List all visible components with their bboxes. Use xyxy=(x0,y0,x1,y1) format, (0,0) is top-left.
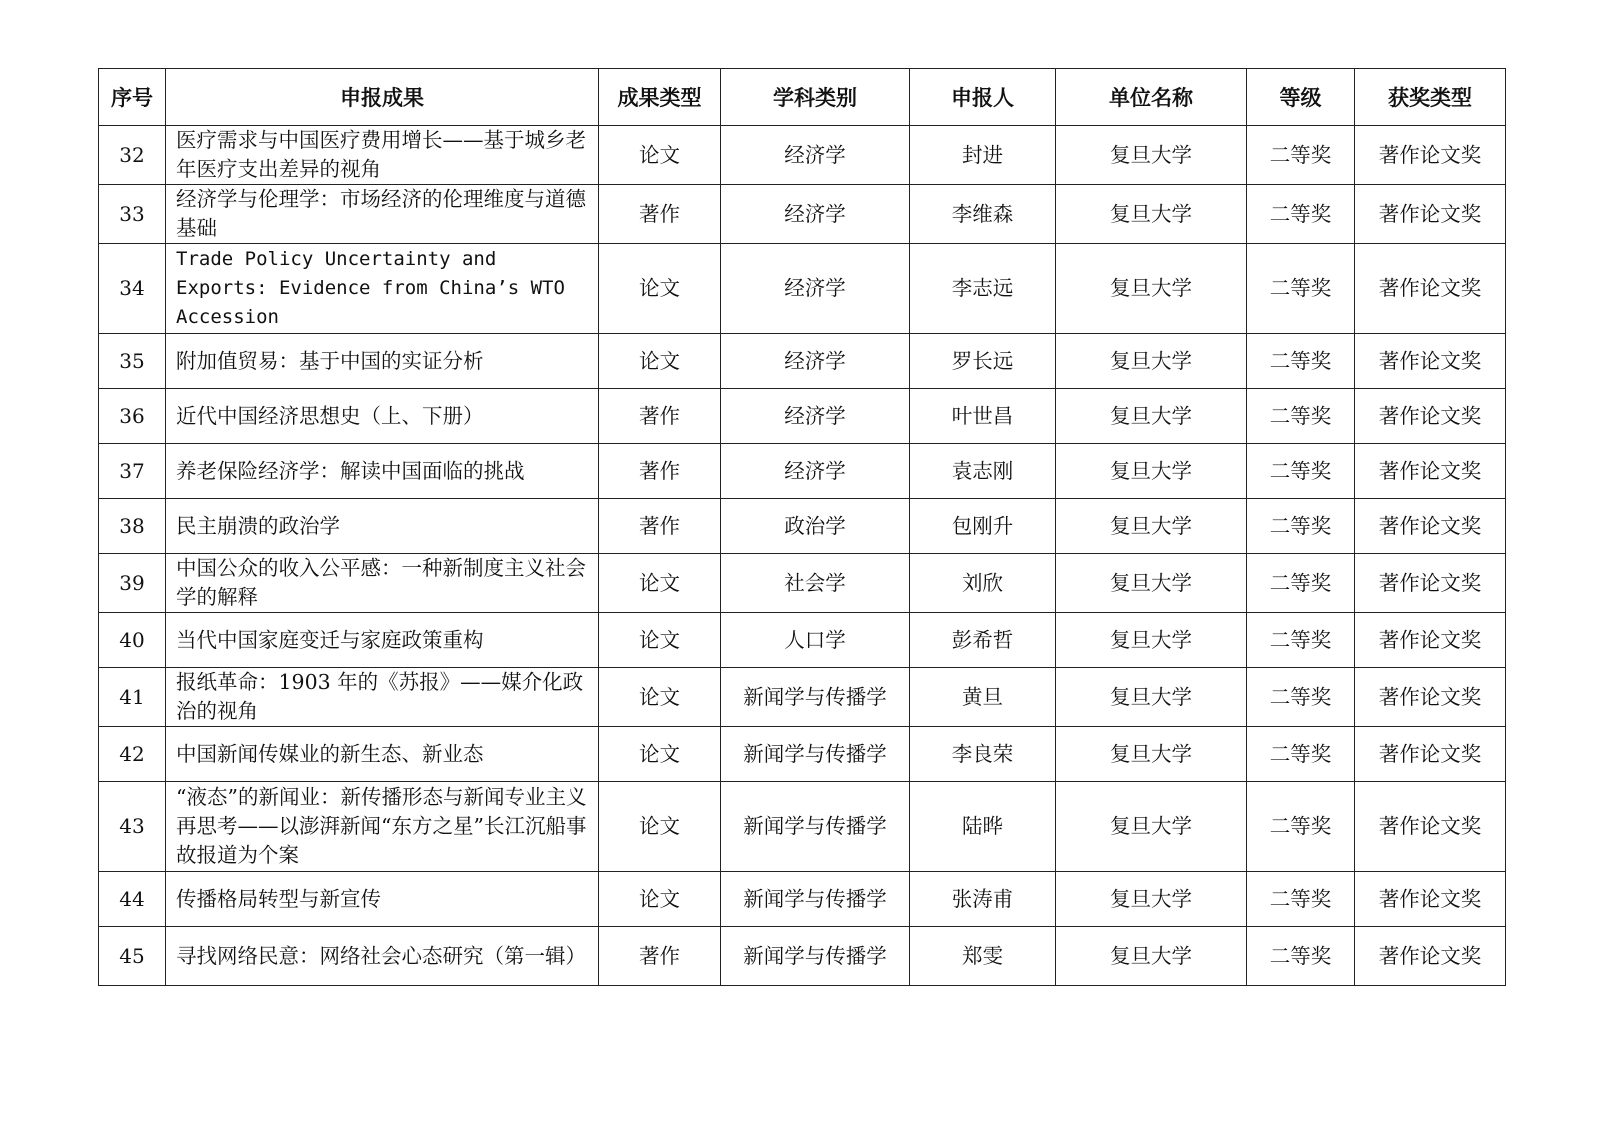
row-applicant: 刘欣 xyxy=(910,554,1056,613)
row-grade: 二等奖 xyxy=(1247,872,1355,927)
row-discipline: 经济学 xyxy=(721,185,910,244)
table-row xyxy=(99,244,1506,334)
row-applicant: 黄旦 xyxy=(910,668,1056,727)
table-row xyxy=(99,126,1506,185)
row-applicant: 李良荣 xyxy=(910,727,1056,782)
table-row xyxy=(99,499,1506,554)
row-type: 论文 xyxy=(599,554,721,613)
row-type: 论文 xyxy=(599,244,721,334)
row-applicant: 李维森 xyxy=(910,185,1056,244)
row-grade: 二等奖 xyxy=(1247,668,1355,727)
row-award: 著作论文奖 xyxy=(1355,389,1506,444)
row-grade: 二等奖 xyxy=(1247,927,1355,986)
row-grade: 二等奖 xyxy=(1247,389,1355,444)
row-award: 著作论文奖 xyxy=(1355,613,1506,668)
row-title: 当代中国家庭变迁与家庭政策重构 xyxy=(166,613,599,668)
row-unit: 复旦大学 xyxy=(1056,334,1247,389)
row-type: 论文 xyxy=(599,872,721,927)
row-award: 著作论文奖 xyxy=(1355,727,1506,782)
row-award: 著作论文奖 xyxy=(1355,499,1506,554)
table-row xyxy=(99,872,1506,927)
row-award: 著作论文奖 xyxy=(1355,927,1506,986)
row-discipline: 政治学 xyxy=(721,499,910,554)
row-discipline: 新闻学与传播学 xyxy=(721,872,910,927)
row-unit: 复旦大学 xyxy=(1056,872,1247,927)
row-index: 35 xyxy=(99,334,166,389)
row-unit: 复旦大学 xyxy=(1056,668,1247,727)
row-title: 附加值贸易：基于中国的实证分析 xyxy=(166,334,599,389)
row-index: 34 xyxy=(99,244,166,334)
row-award: 著作论文奖 xyxy=(1355,444,1506,499)
header-type: 成果类型 xyxy=(599,69,721,126)
table-row xyxy=(99,389,1506,444)
row-discipline: 经济学 xyxy=(721,126,910,185)
row-index: 37 xyxy=(99,444,166,499)
header-index: 序号 xyxy=(99,69,166,126)
table-row xyxy=(99,334,1506,389)
header-unit: 单位名称 xyxy=(1056,69,1247,126)
row-applicant: 彭希哲 xyxy=(910,613,1056,668)
row-unit: 复旦大学 xyxy=(1056,613,1247,668)
row-award: 著作论文奖 xyxy=(1355,126,1506,185)
row-discipline: 经济学 xyxy=(721,389,910,444)
row-type: 论文 xyxy=(599,126,721,185)
row-index: 36 xyxy=(99,389,166,444)
row-award: 著作论文奖 xyxy=(1355,872,1506,927)
row-title: 寻找网络民意：网络社会心态研究（第一辑） xyxy=(166,927,599,986)
row-title: 中国新闻传媒业的新生态、新业态 xyxy=(166,727,599,782)
row-type: 论文 xyxy=(599,613,721,668)
row-index: 42 xyxy=(99,727,166,782)
row-award: 著作论文奖 xyxy=(1355,668,1506,727)
row-index: 44 xyxy=(99,872,166,927)
row-grade: 二等奖 xyxy=(1247,554,1355,613)
row-applicant: 陆晔 xyxy=(910,782,1056,872)
row-type: 著作 xyxy=(599,185,721,244)
row-grade: 二等奖 xyxy=(1247,185,1355,244)
row-grade: 二等奖 xyxy=(1247,334,1355,389)
row-index: 45 xyxy=(99,927,166,986)
row-grade: 二等奖 xyxy=(1247,782,1355,872)
row-discipline: 社会学 xyxy=(721,554,910,613)
row-type: 著作 xyxy=(599,389,721,444)
row-applicant: 叶世昌 xyxy=(910,389,1056,444)
table-row xyxy=(99,668,1506,727)
row-discipline: 经济学 xyxy=(721,444,910,499)
table-row xyxy=(99,927,1506,986)
row-grade: 二等奖 xyxy=(1247,499,1355,554)
row-award: 著作论文奖 xyxy=(1355,244,1506,334)
row-grade: 二等奖 xyxy=(1247,613,1355,668)
row-title: 民主崩溃的政治学 xyxy=(166,499,599,554)
row-unit: 复旦大学 xyxy=(1056,185,1247,244)
table-row xyxy=(99,185,1506,244)
row-award: 著作论文奖 xyxy=(1355,334,1506,389)
row-applicant: 封进 xyxy=(910,126,1056,185)
row-unit: 复旦大学 xyxy=(1056,782,1247,872)
row-type: 论文 xyxy=(599,334,721,389)
row-award: 著作论文奖 xyxy=(1355,782,1506,872)
header-row xyxy=(99,69,1506,126)
row-title: Trade Policy Uncertainty and Exports: Evidence from China’s WTO Accession xyxy=(166,244,599,334)
row-title: 报纸革命：1903 年的《苏报》——媒介化政治的视角 xyxy=(166,668,599,727)
table-row xyxy=(99,727,1506,782)
row-unit: 复旦大学 xyxy=(1056,444,1247,499)
row-unit: 复旦大学 xyxy=(1056,727,1247,782)
row-type: 著作 xyxy=(599,444,721,499)
row-unit: 复旦大学 xyxy=(1056,554,1247,613)
row-grade: 二等奖 xyxy=(1247,727,1355,782)
header-discipline: 学科类别 xyxy=(721,69,910,126)
row-applicant: 李志远 xyxy=(910,244,1056,334)
table-row xyxy=(99,554,1506,613)
row-type: 论文 xyxy=(599,782,721,872)
row-index: 38 xyxy=(99,499,166,554)
row-type: 论文 xyxy=(599,668,721,727)
row-type: 论文 xyxy=(599,727,721,782)
row-index: 43 xyxy=(99,782,166,872)
row-index: 32 xyxy=(99,126,166,185)
table-row xyxy=(99,782,1506,872)
row-unit: 复旦大学 xyxy=(1056,244,1247,334)
row-award: 著作论文奖 xyxy=(1355,185,1506,244)
table-row xyxy=(99,613,1506,668)
row-type: 著作 xyxy=(599,499,721,554)
row-unit: 复旦大学 xyxy=(1056,126,1247,185)
row-discipline: 新闻学与传播学 xyxy=(721,727,910,782)
row-unit: 复旦大学 xyxy=(1056,927,1247,986)
header-grade: 等级 xyxy=(1247,69,1355,126)
row-index: 41 xyxy=(99,668,166,727)
row-title: 传播格局转型与新宣传 xyxy=(166,872,599,927)
row-grade: 二等奖 xyxy=(1247,126,1355,185)
row-unit: 复旦大学 xyxy=(1056,389,1247,444)
row-award: 著作论文奖 xyxy=(1355,554,1506,613)
row-discipline: 经济学 xyxy=(721,244,910,334)
row-applicant: 郑雯 xyxy=(910,927,1056,986)
header-award: 获奖类型 xyxy=(1355,69,1506,126)
table-row xyxy=(99,444,1506,499)
row-discipline: 新闻学与传播学 xyxy=(721,927,910,986)
row-title: 经济学与伦理学：市场经济的伦理维度与道德基础 xyxy=(166,185,599,244)
header-applicant: 申报人 xyxy=(910,69,1056,126)
row-title: 近代中国经济思想史（上、下册） xyxy=(166,389,599,444)
row-type: 著作 xyxy=(599,927,721,986)
row-title: 医疗需求与中国医疗费用增长——基于城乡老年医疗支出差异的视角 xyxy=(166,126,599,185)
row-index: 33 xyxy=(99,185,166,244)
header-title: 申报成果 xyxy=(166,69,599,126)
row-title: “液态”的新闻业：新传播形态与新闻专业主义再思考——以澎湃新闻“东方之星”长江沉船事故报道为个案 xyxy=(166,782,599,872)
row-applicant: 张涛甫 xyxy=(910,872,1056,927)
row-discipline: 经济学 xyxy=(721,334,910,389)
row-index: 39 xyxy=(99,554,166,613)
row-applicant: 罗长远 xyxy=(910,334,1056,389)
row-discipline: 新闻学与传播学 xyxy=(721,668,910,727)
row-unit: 复旦大学 xyxy=(1056,499,1247,554)
row-title: 养老保险经济学：解读中国面临的挑战 xyxy=(166,444,599,499)
row-index: 40 xyxy=(99,613,166,668)
row-discipline: 新闻学与传播学 xyxy=(721,782,910,872)
awards-table xyxy=(98,68,1506,986)
row-discipline: 人口学 xyxy=(721,613,910,668)
row-title: 中国公众的收入公平感：一种新制度主义社会学的解释 xyxy=(166,554,599,613)
row-grade: 二等奖 xyxy=(1247,244,1355,334)
row-applicant: 袁志刚 xyxy=(910,444,1056,499)
row-applicant: 包刚升 xyxy=(910,499,1056,554)
row-grade: 二等奖 xyxy=(1247,444,1355,499)
